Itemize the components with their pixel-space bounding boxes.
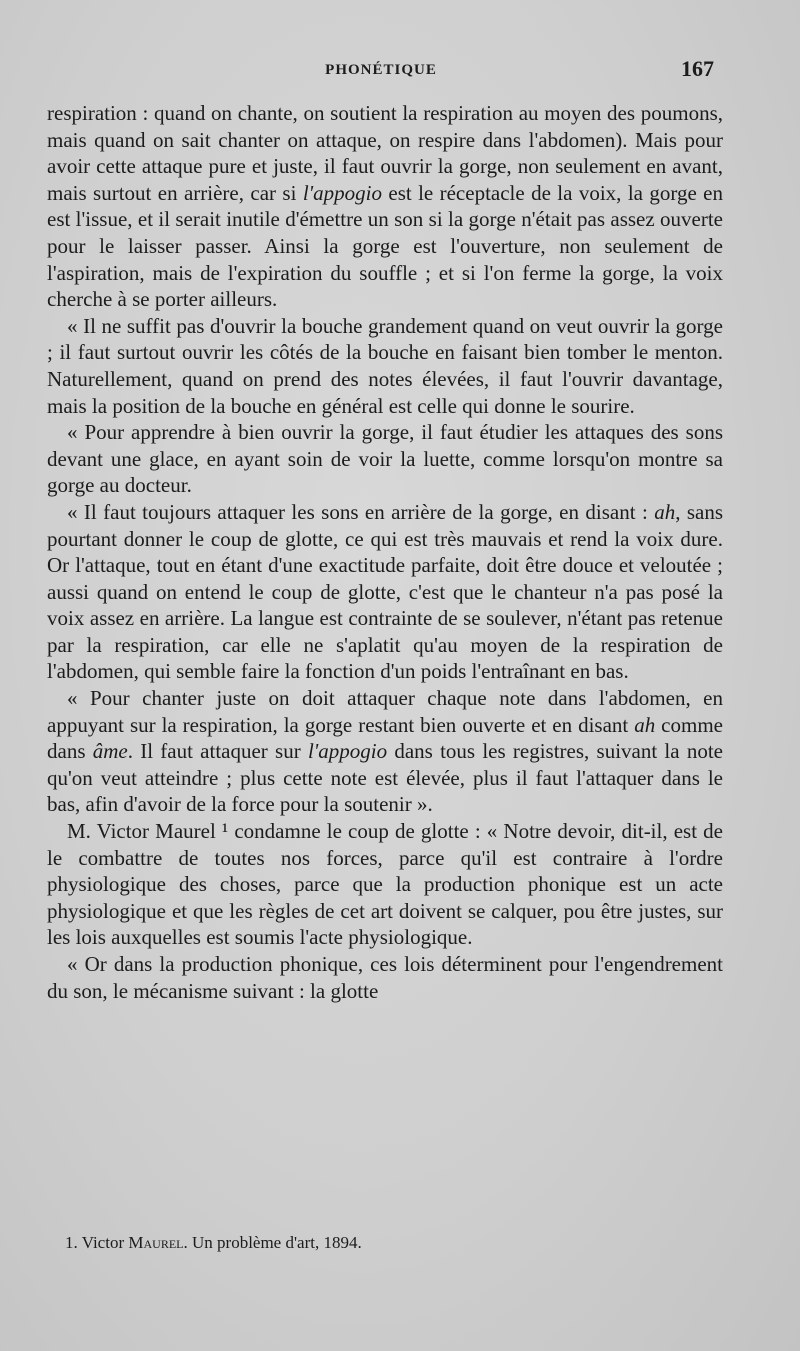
paragraph xyxy=(47,499,723,685)
text-run: comme dans xyxy=(47,712,723,764)
text-run: . Il faut attaquer sur xyxy=(127,739,308,764)
running-title: PHONÉTIQUE xyxy=(325,62,437,78)
footnote xyxy=(65,1233,705,1253)
text-run: dans tous les registres, suivant la note qu'on veut atteindre ; plus cette note est élevée, plus il faut l'attaquer dans le bas, afin d'avoir de la force pour la soutenir ». xyxy=(47,739,723,817)
text-run: M. Victor Maurel ¹ condamne le coup de glotte : « Notre devoir, dit-il, est de le combattre de toutes nos forces, parce qu'il est contraire à l'ordre physiologique des choses, parce que la production phonique est un acte physiologique et que les règles de cet art doivent se calquer, pou être justes, sur les lois auxquelles est soumis l'acte physiologique. xyxy=(47,819,723,950)
text-run: , sans pourtant donner le coup de glotte, ce qui est très mauvais et rend la voix dure. Or l'attaque, tout en étant d'une exactitude parfaite, doit être douce et veloutée ; aussi quand on entend le coup de glotte, c'est que le chanteur n'a pas posé la voix assez en arrière. La langue est contrainte de se soulever, n'étant pas retenue par la respiration, car elle ne s'aplatit qu'au moyen de la respiration de l'abdomen, qui semble faire la fonction d'un poids l'entraînant en bas. xyxy=(47,499,724,684)
text-run: est le réceptacle de la voix, la gorge en est l'issue, et il serait inutile d'émettre un son si la gorge n'était pas assez ouverte pour le laisser passer. Ainsi la gorge est l'ouverture, non seulement de l'aspiration, mais de l'expiration du souffle ; et si l'on ferme la gorge, la voix cherche à se porter ailleurs. xyxy=(47,180,723,312)
footnote-author-last: Maurel xyxy=(128,1233,184,1252)
paragraph xyxy=(47,419,723,499)
italic-text: l'appogio xyxy=(307,739,388,764)
text-run: « Il faut toujours attaquer les sons en arrière de la gorge, en disant : xyxy=(67,499,655,524)
italic-text: ah xyxy=(654,499,676,524)
paragraph xyxy=(47,951,723,1004)
paragraph xyxy=(47,685,723,818)
text-run: « Il ne suffit pas d'ouvrir la bouche grandement quand on veut ouvrir la gorge ; il faut surtout ouvrir les côtés de la bouche en faisant bien tomber le menton. Naturellement, quand on prend des notes élevées, il faut l'ouvrir davantage, mais la position de la bouche en général est celle qui donne le sourire. xyxy=(47,313,723,418)
footnote-title: . Un problème d'art, 1894. xyxy=(183,1233,362,1252)
footnote-number: 1. xyxy=(65,1233,78,1252)
page-number: 167 xyxy=(681,56,714,81)
footnote-author-first: Victor xyxy=(81,1233,125,1252)
text-run: « Pour apprendre à bien ouvrir la gorge, il faut étudier les attaques des sons devant une glace, en ayant soin de voir la luette, comme lorsqu'on montre sa gorge au docteur. xyxy=(47,420,723,498)
paragraph xyxy=(47,313,723,419)
italic-text: âme xyxy=(92,739,128,764)
text-run: « Or dans la production phonique, ces lois déterminent pour l'engendrement du son, le mécanisme suivant : la glotte xyxy=(47,952,723,1003)
text-run: respiration : quand on chante, on soutient la respiration au moyen des poumons, mais quand on sait chanter on attaque, on respire dans l'abdomen). Mais pour avoir cette attaque pure et juste, il faut ouvrir la gorge, non seulement en avant, mais surtout en arrière, car si xyxy=(47,101,723,205)
text-run: « Pour chanter juste on doit attaquer chaque note dans l'abdomen, en appuyant sur la respiration, la gorge restant bien ouverte et en disant xyxy=(47,686,723,737)
body-text xyxy=(47,100,723,1004)
paragraph xyxy=(47,100,723,313)
italic-text: l'appogio xyxy=(302,180,382,205)
page-header xyxy=(48,52,714,92)
italic-text: ah xyxy=(634,712,656,737)
paragraph xyxy=(47,818,723,951)
